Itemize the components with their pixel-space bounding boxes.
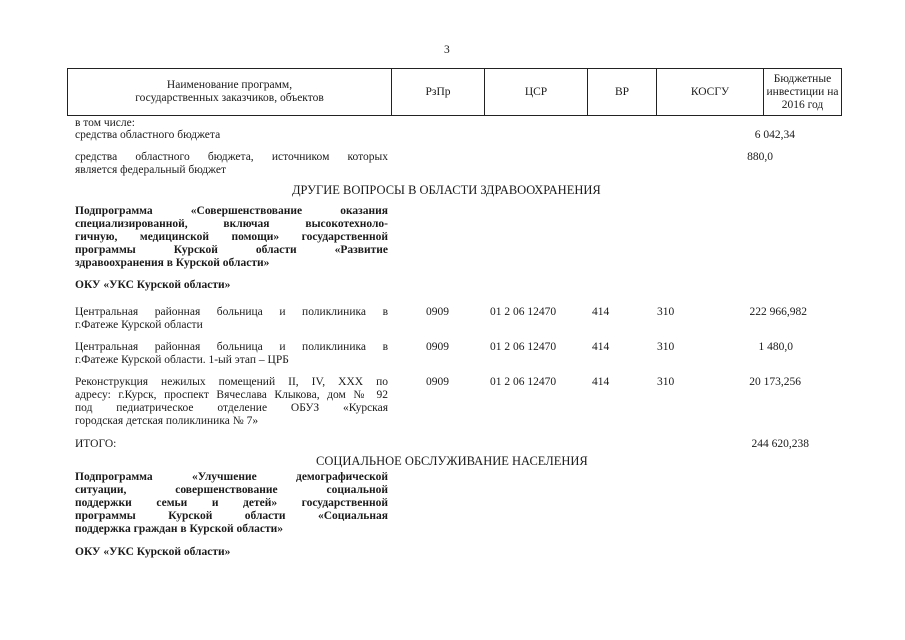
row-kosgu: 310 [657,306,675,318]
row-amount: 20 173,256 [749,376,801,388]
row-name-line: Реконструкция нежилых помещений II, IV, XXX по [75,376,388,388]
row-csr: 01 2 06 12470 [490,341,557,353]
health-subprogram-line: Подпрограмма «Совершенствование оказания [75,205,388,217]
social-customer: ОКУ «УКС Курской области» [75,546,231,558]
health-subprogram-line: программы Курской области «Развитие [75,244,388,256]
health-customer: ОКУ «УКС Курской области» [75,279,231,291]
social-subprogram-line: ситуации, совершенствование социальной [75,484,388,496]
health-subprogram-line: гичную, медицинской помощи» государственной [75,231,388,243]
header-budget-line1: Бюджетные [773,72,832,85]
social-subprogram-line: поддержка граждан в Курской области» [75,523,284,535]
row-kosgu: 310 [657,341,675,353]
health-subprogram-line: специализированной, включая высокотехноло- [75,218,388,230]
header-rzpr: РзПр [392,69,485,115]
row-name-line: адресу: г.Курск, проспект Вячеслава Клыкова, дом № 92 [75,389,388,401]
header-csr: ЦСР [485,69,588,115]
regional-budget-label: средства областного бюджета [75,129,221,141]
table-header [67,68,842,116]
total-label: ИТОГО: [75,438,117,450]
row-name-line: г.Фатеже Курской области. 1-ый этап – ЦРБ [75,354,289,366]
regional-budget-value: 6 042,34 [754,129,795,141]
row-vr: 414 [592,306,610,318]
header-budget-line3: 2016 год [781,98,824,111]
section-title-health: ДРУГИЕ ВОПРОСЫ В ОБЛАСТИ ЗДРАВООХРАНЕНИЯ [292,183,601,197]
federal-budget-value: 880,0 [747,151,773,163]
row-rzpr: 0909 [426,341,449,353]
row-rzpr: 0909 [426,376,449,388]
row-kosgu: 310 [657,376,675,388]
row-name-line: под педиатрическое отделение ОБУЗ «Курская [75,402,388,414]
header-name-line2: государственных заказчиков, объектов [135,92,324,104]
row-name-line: городская детская поликлиника № 7» [75,415,259,427]
row-csr: 01 2 06 12470 [490,376,557,388]
row-amount: 1 480,0 [758,341,793,353]
row-name-line: г.Фатеже Курской области [75,319,203,331]
health-subprogram-line: здравоохранения в Курской области» [75,257,270,269]
total-value: 244 620,238 [751,438,809,450]
row-vr: 414 [592,341,610,353]
row-name-line: Центральная районная больница и поликлиника в [75,341,388,353]
header-vr: ВР [588,69,657,115]
row-vr: 414 [592,376,610,388]
social-subprogram-line: Подпрограмма «Улучшение демографической [75,471,388,483]
row-csr: 01 2 06 12470 [490,306,557,318]
federal-budget-line2: является федеральный бюджет [75,164,226,176]
page-number: 3 [444,44,450,56]
social-subprogram-line: программы Курской области «Социальная [75,510,388,522]
including-label: в том числе: [75,117,135,129]
header-name-cell [68,69,392,115]
social-subprogram-line: поддержки семьи и детей» государственной [75,497,388,509]
header-kosgu: КОСГУ [657,69,764,115]
federal-budget-line1: средства областного бюджета, источником которых [75,151,388,163]
header-budget-line2: инвестиции на [766,85,839,98]
row-rzpr: 0909 [426,306,449,318]
row-amount: 222 966,982 [749,306,807,318]
section-title-social: СОЦИАЛЬНОЕ ОБСЛУЖИВАНИЕ НАСЕЛЕНИЯ [316,454,588,468]
header-budget-cell [764,69,841,115]
header-name-line1: Наименование программ, [166,79,293,91]
row-name-line: Центральная районная больница и поликлиника в [75,306,388,318]
